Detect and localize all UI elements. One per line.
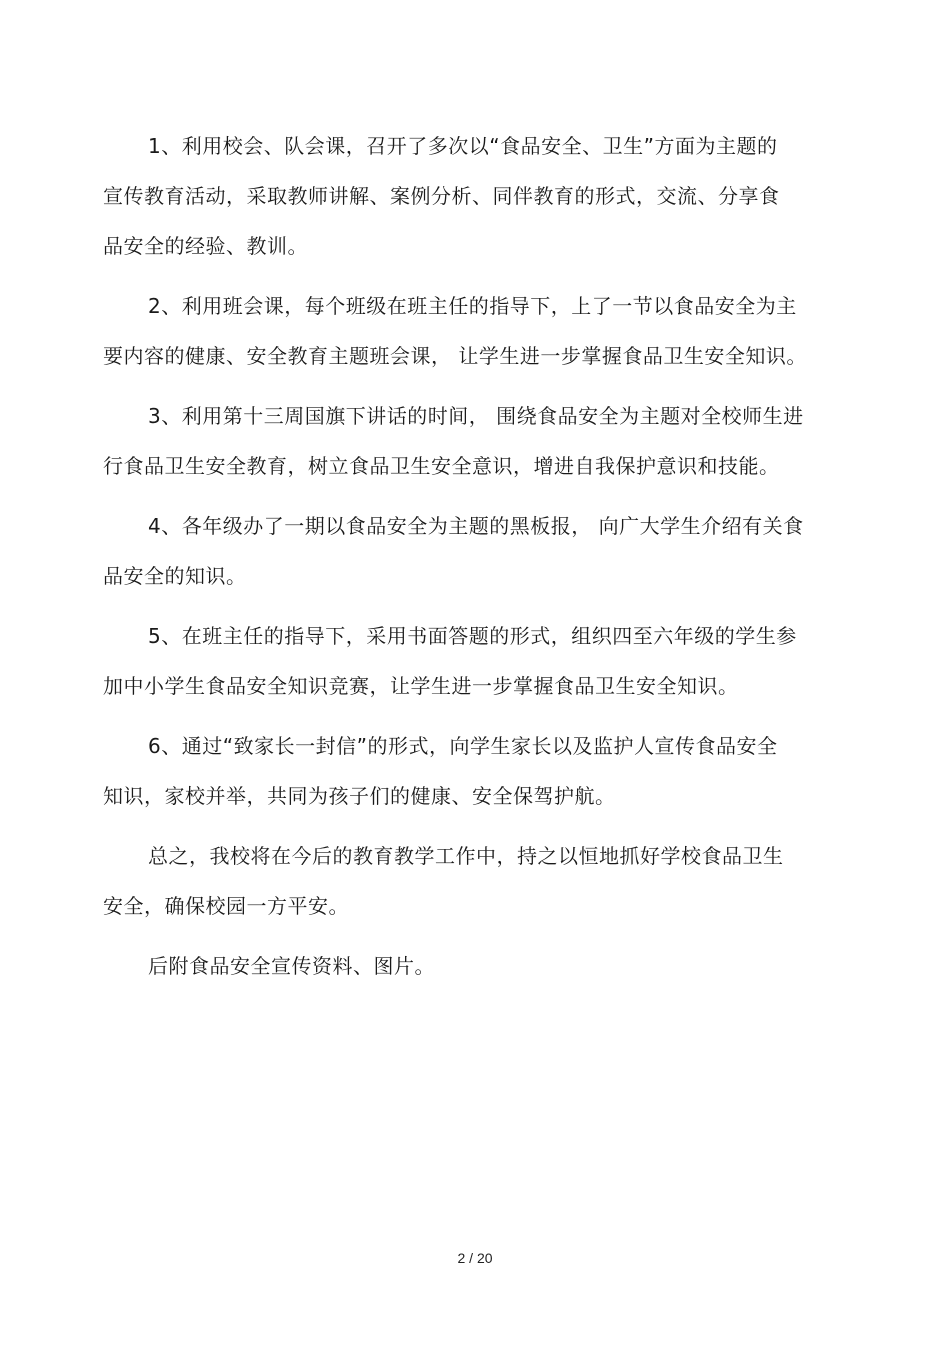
paragraph-line: 3、利用第十三周国旗下讲话的时间， 围绕食品安全为主题对全校师生进 [148, 404, 804, 428]
paragraph-line: 加中小学生食品安全知识竞赛，让学生进一步掌握食品卫生安全知识。 [103, 674, 739, 698]
paragraph-line: 1、利用校会、队会课，召开了多次以“食品安全、卫生”方面为主题的 [148, 134, 778, 158]
paragraph-2 [103, 281, 838, 381]
paragraph-line: 品安全的经验、教训。 [103, 234, 308, 258]
paragraph-line: 宣传教育活动，采取教师讲解、案例分析、同伴教育的形式，交流、分享食 [103, 184, 780, 208]
paragraph-line: 知识，家校并举，共同为孩子们的健康、安全保驾护航。 [103, 784, 616, 808]
paragraph-6 [103, 721, 838, 821]
paragraph-3 [103, 391, 838, 491]
paragraph-4 [103, 501, 838, 601]
paragraph-5 [103, 611, 838, 711]
paragraph-attachment-note [103, 941, 838, 991]
paragraph-1 [103, 121, 838, 271]
paragraph-line: 4、各年级办了一期以食品安全为主题的黑板报， 向广大学生介绍有关食 [148, 514, 804, 538]
paragraph-line: 6、通过“致家长一封信”的形式，向学生家长以及监护人宣传食品安全 [148, 734, 778, 758]
paragraph-line: 要内容的健康、安全教育主题班会课， 让学生进一步掌握食品卫生安全知识。 [103, 344, 807, 368]
paragraph-line: 5、在班主任的指导下，采用书面答题的形式，组织四至六年级的学生参 [148, 624, 797, 648]
page-number: 2 / 20 [457, 1250, 493, 1266]
paragraph-line: 后附食品安全宣传资料、图片。 [148, 954, 435, 978]
paragraph-conclusion [103, 831, 838, 931]
paragraph-line: 行食品卫生安全教育，树立食品卫生安全意识，增进自我保护意识和技能。 [103, 454, 780, 478]
paragraph-line: 安全，确保校园一方平安。 [103, 894, 349, 918]
paragraph-line: 总之，我校将在今后的教育教学工作中，持之以恒地抓好学校食品卫生 [148, 844, 784, 868]
document-body [103, 121, 838, 1001]
paragraph-line: 2、利用班会课，每个班级在班主任的指导下，上了一节以食品安全为主 [148, 294, 797, 318]
paragraph-line: 品安全的知识。 [103, 564, 247, 588]
